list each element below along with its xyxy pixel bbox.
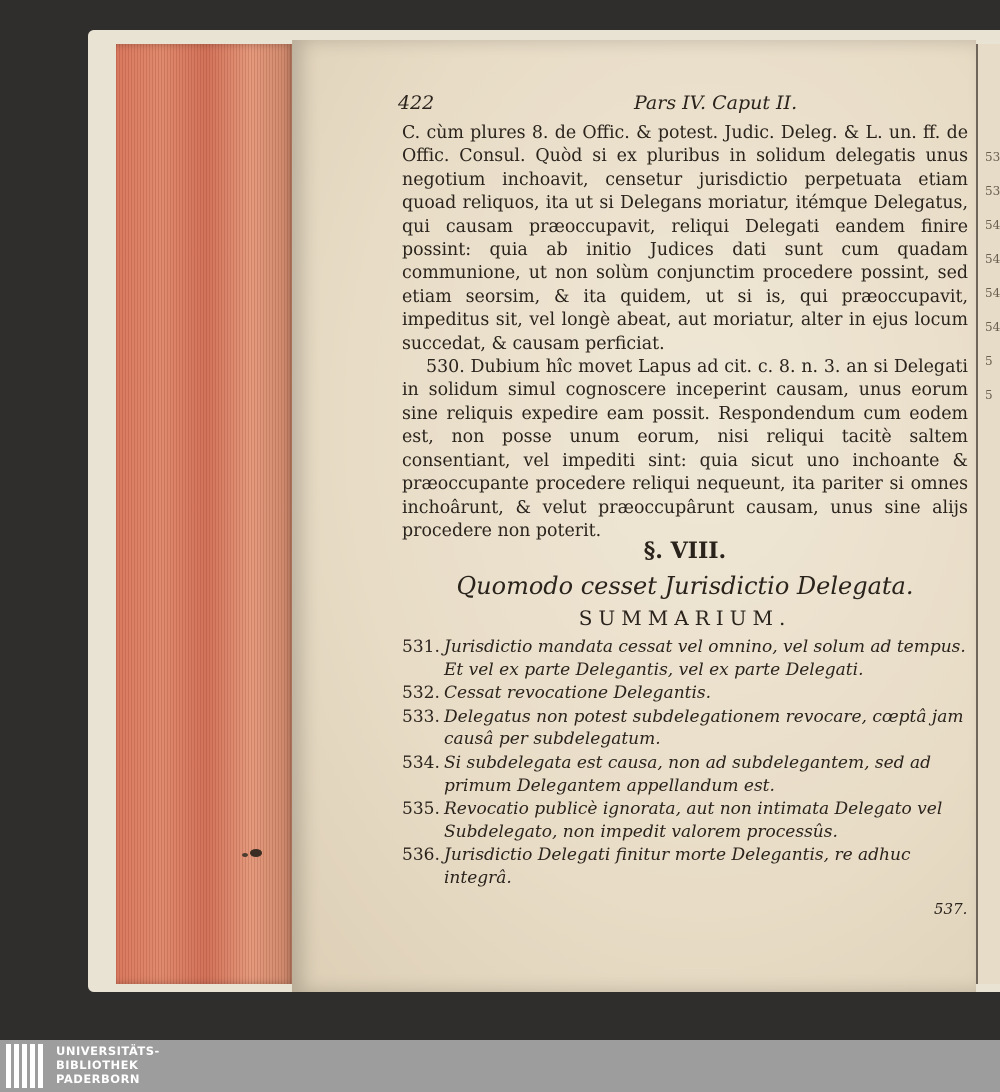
margin-number: 5 [985, 354, 993, 368]
summary-item [402, 844, 968, 889]
summary-item-number: 531. [402, 637, 440, 657]
logo-line: BIBLIOTHEK [56, 1058, 139, 1072]
library-logo-icon [6, 1044, 52, 1088]
margin-number: 54 [985, 320, 1000, 334]
summary-item [402, 752, 968, 797]
running-title: Pars IV. Caput II. [634, 92, 798, 114]
summary-item [402, 682, 968, 705]
summary-item-number: 535. [402, 799, 440, 820]
margin-number: 53 [985, 184, 1000, 198]
ink-stain-icon [236, 846, 266, 860]
page-header [398, 92, 968, 118]
logo-line: UNIVERSITÄTS- [56, 1044, 160, 1058]
page-number: 422 [398, 92, 435, 114]
margin-number: 54 [985, 286, 1000, 300]
summary-item-text: Revocatio publicè ignorata, aut non intimata Delegato vel Subdelegato, non impedit valorem processûs. [444, 799, 943, 842]
summary-item-number: 532. [402, 683, 440, 704]
library-logo-text [56, 1044, 160, 1086]
summary-item-text: Si subdelegata est causa, non ad subdelegantem, sed ad primum Delegantem appellandum est. [444, 752, 931, 796]
library-logo-bar [0, 1040, 1000, 1092]
summary-item [402, 798, 968, 843]
summary-item-text: Delegatus non potest subdelegationem revocare, cœptâ jam causâ per subdelegatum. [444, 706, 964, 750]
paragraph-530: 530. Dubium hîc movet Lapus ad cit. c. 8. n. 3. an si Delegati in solidum simul cognoscere inceperint causam, unus eorum sine reliquis expedire eam possit. Respondendum cum eodem est, non posse unum eorum, nisi reliqui tacitè saltem consentiant, vel impediti sint: quia sicut uno inchoante & præoccupante procedere reliqui nequeunt, ita pariter si omnes inchoârunt, & velut præoccupârunt causam, unus sine alijs procedere non poterit. [402, 357, 968, 541]
summary-item-text: Cessat revocatione Delegantis. [444, 683, 712, 704]
catchword: 537. [934, 900, 968, 918]
section-heading: §. VIII. [643, 538, 727, 564]
paragraph-529-continued: C. cùm plures 8. de Offic. & potest. Judic. Deleg. & L. un. ff. de Offic. Consul. Quòd si ex pluribus in solidum delegatis unus negotium inchoavit, censetur jurisdictio perpetuata etiam quoad reliquos, ita ut si Delegans moriatur, itémque Delegatus, qui causam præoccupavit, reliqui Delegati eandem finire possint: quia ab initio Judices dati sunt cum quadam communione, ut non solùm conjunctim procedere possint, sed etiam seorsim, & ita quidem, ut si is, qui præoccupavit, impeditus sit, vel longè abeat, aut moriatur, alter in ejus locum succedat, & causam perficiat. [402, 123, 968, 354]
summary-item [402, 636, 968, 681]
body-text [402, 122, 968, 543]
margin-number: 54 [985, 218, 1000, 232]
section-title: Quomodo cesset Jurisdictio Delegata. [456, 572, 914, 600]
next-page-margin-numbers [985, 140, 1000, 412]
margin-number: 54 [985, 252, 1000, 266]
summary-item [402, 706, 968, 751]
margin-number: 5 [985, 388, 993, 402]
summary-item-number: 536. [402, 845, 440, 866]
logo-line: PADERBORN [56, 1072, 141, 1086]
page-edges-red [116, 44, 296, 984]
summary-label: SUMMARIUM. [578, 606, 792, 630]
summary-item-text: Jurisdictio mandata cessat vel omnino, vel solum ad tempus. Et vel ex parte Delegantis, vel ex parte Delegati. [444, 637, 966, 680]
summary-item-number: 534. [402, 752, 440, 773]
summary-list [402, 636, 968, 891]
margin-number: 53 [985, 150, 1000, 164]
summary-item-number: 533. [402, 706, 440, 727]
summary-item-text: Jurisdictio Delegati finitur morte Delegantis, re adhuc integrâ. [444, 845, 911, 888]
